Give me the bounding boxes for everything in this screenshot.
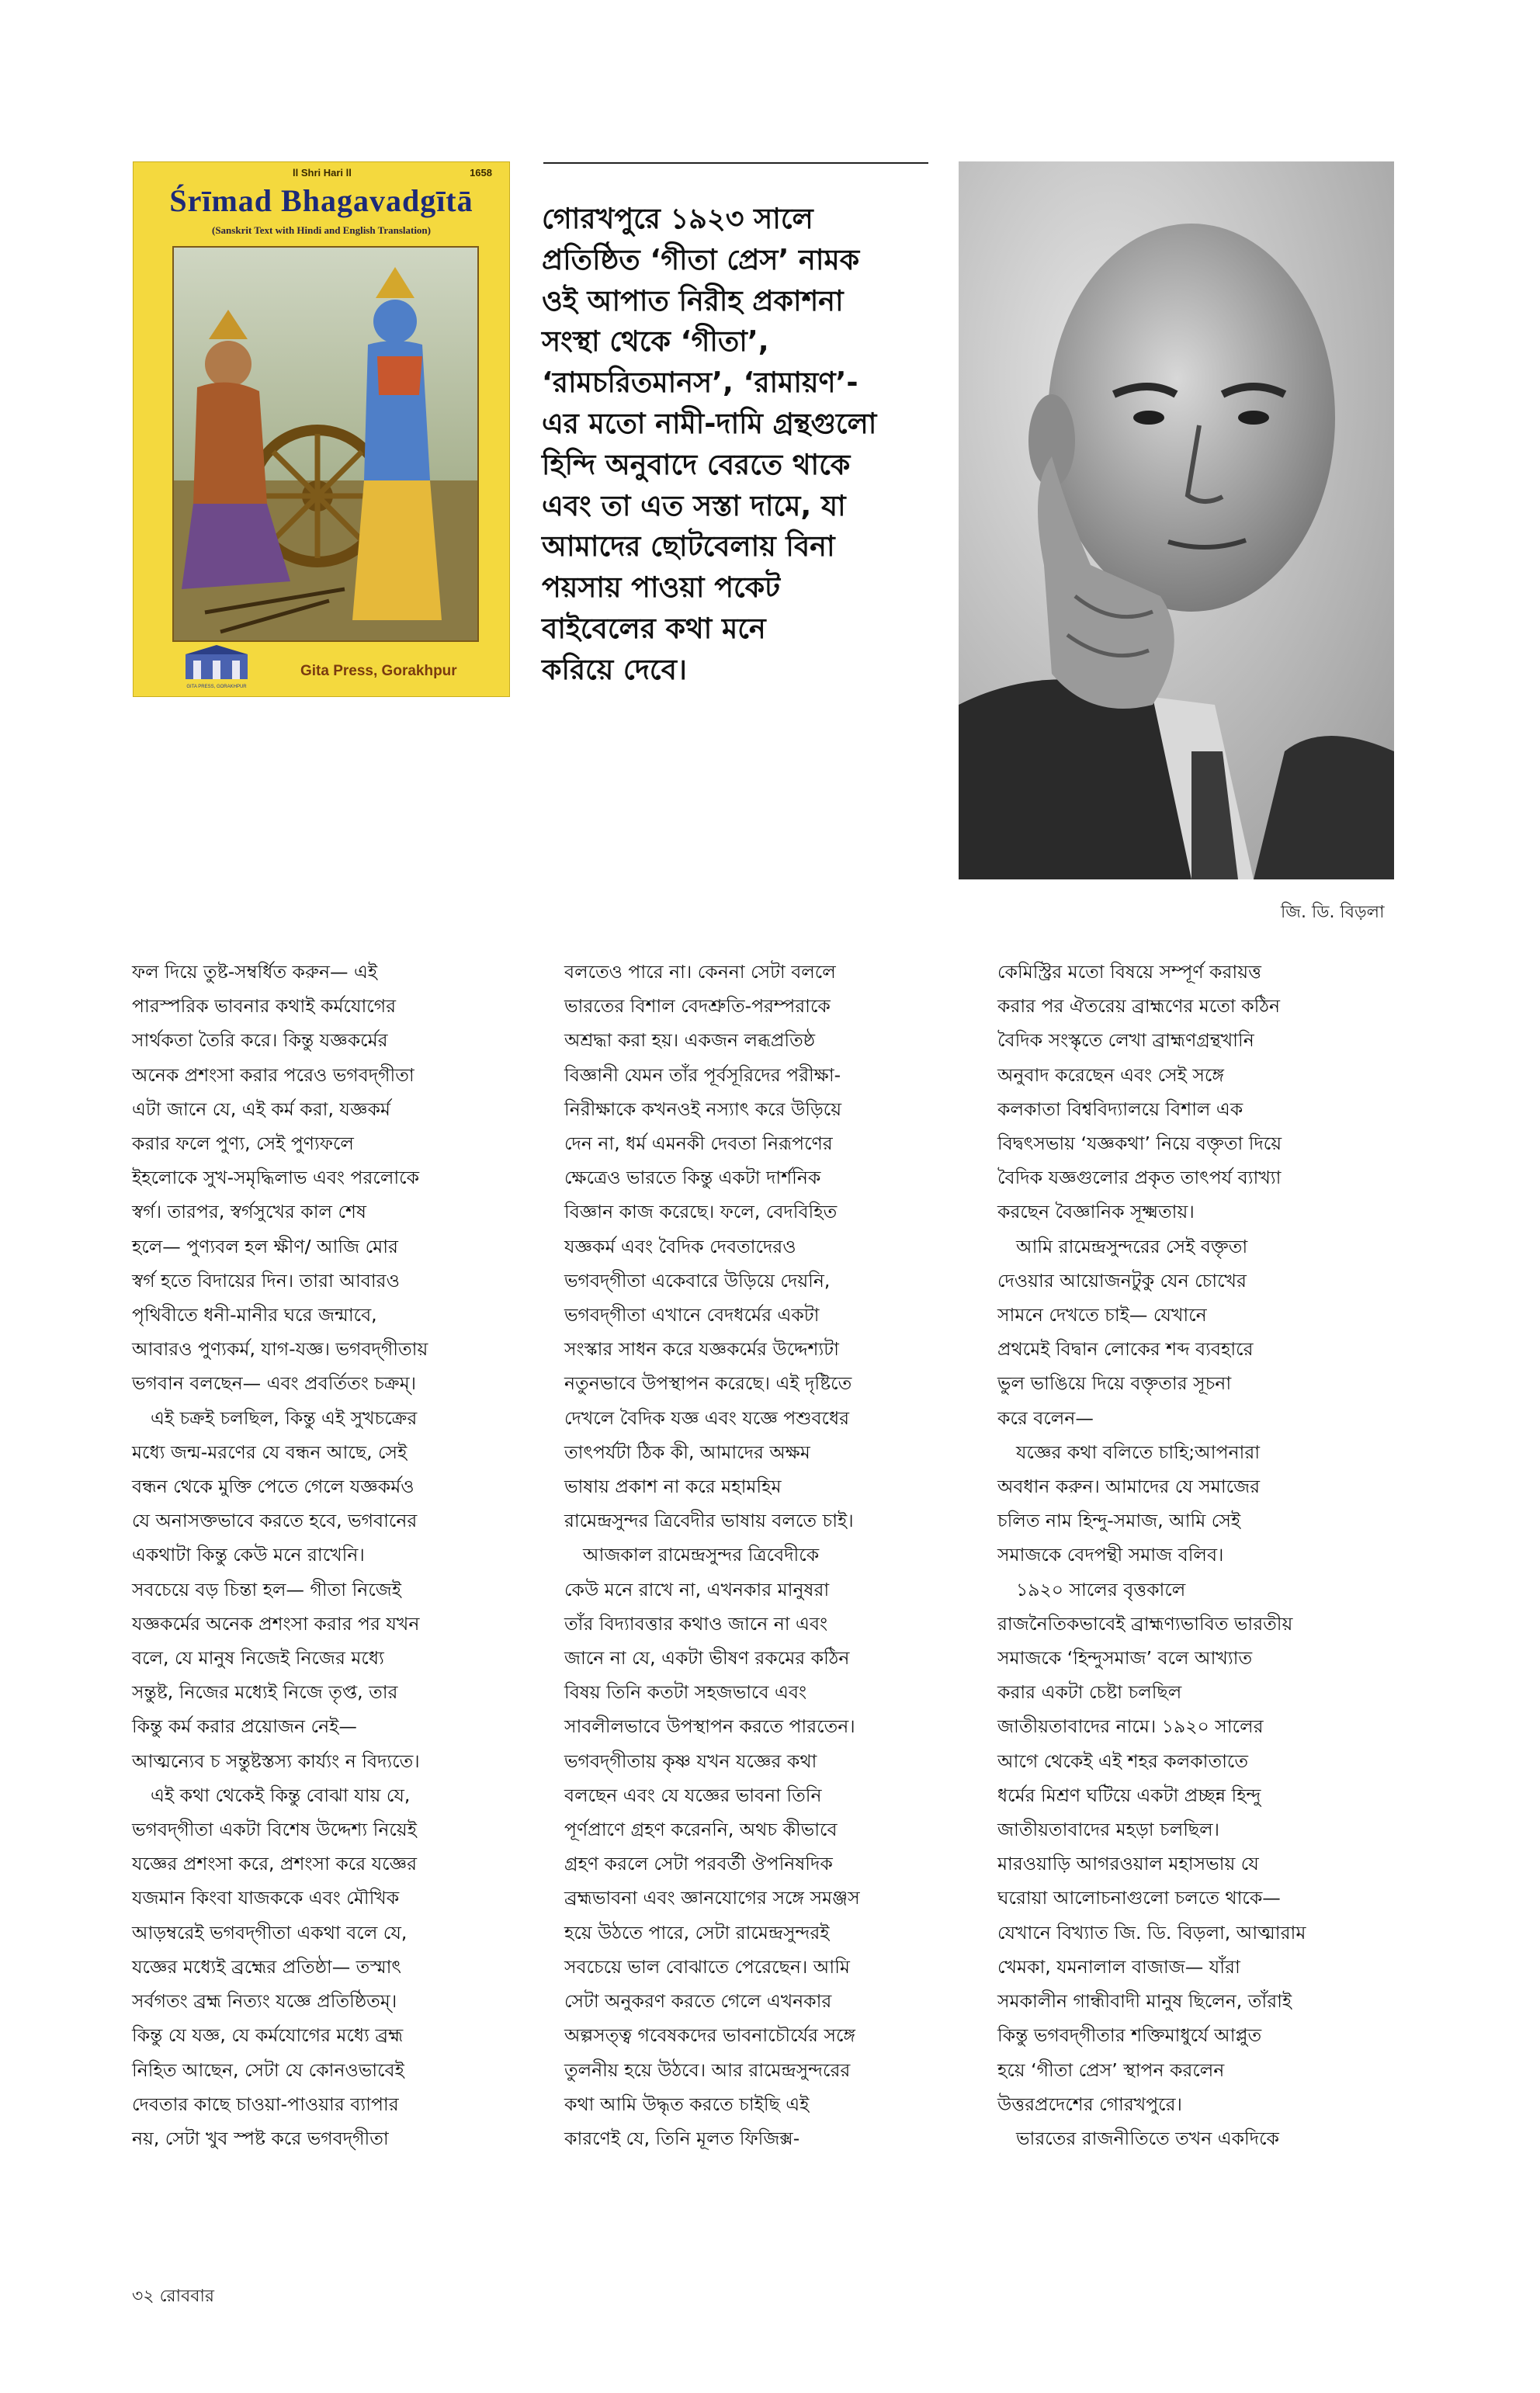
text-line: ভগবান বলছেন— এবং প্রবর্তিতং চক্রম্‌। xyxy=(132,1372,417,1395)
text-line: যজ্ঞকর্মের অনেক প্রশংসা করার পর যখন xyxy=(132,1612,420,1635)
text-line: সমকালীন গান্ধীবাদী মানুষ ছিলেন, তাঁরাই xyxy=(997,1990,1292,2013)
text-line: আবারও পুণ্যকর্ম, যাগ-যজ্ঞ। ভগবদ্‌গীতায় xyxy=(132,1338,428,1361)
pull-quote-line: গোরখপুরে ১৯২৩ সালে xyxy=(542,202,813,235)
text-line: করে বলেন— xyxy=(997,1406,1094,1429)
pull-quote-line: ‘রামচরিতমানস’, ‘রামায়ণ’- xyxy=(542,366,858,400)
text-line: ক্ষেত্রেও ভারতে কিন্তু একটা দার্শনিক xyxy=(564,1167,821,1189)
body-column-2 xyxy=(564,955,952,2155)
text-line: সর্বগতং ব্রহ্ম নিত্যং যজ্ঞে প্রতিষ্ঠিতম্‌। xyxy=(132,1990,397,2013)
text-line: তাৎপর্যটা ঠিক কী, আমাদের অক্ষম xyxy=(564,1441,810,1463)
text-line: কেমিস্ট্রির মতো বিষয়ে সম্পূর্ণ করায়ত্ত xyxy=(997,961,1261,983)
book-cover-image xyxy=(133,161,510,697)
text-line: ভগবদ্‌গীতা একটা বিশেষ উদ্দেশ্য নিয়েই xyxy=(132,1819,417,1841)
cover-header xyxy=(134,167,509,184)
text-line: ভগবদ্‌গীতা এখানে বেদধর্মের একটা xyxy=(564,1304,820,1327)
pull-quote-line: আমাদের ছোটবেলায় বিনা xyxy=(542,529,835,564)
text-line: ইহলোকে সুখ-সমৃদ্ধিলাভ এবং পরলোকে xyxy=(132,1167,420,1189)
text-line: নয়, সেটা খুব স্পষ্ট করে ভগবদ্‌গীতা xyxy=(132,2127,389,2149)
body-column-3 xyxy=(997,955,1401,2155)
pull-quote xyxy=(542,199,945,691)
text-line: খেমকা, যমনালাল বাজাজ— যাঁরা xyxy=(997,1955,1240,1978)
pull-quote-line: হিন্দি অনুবাদে বেরতে থাকে xyxy=(542,447,851,481)
text-line: ব্রহ্মভাবনা এবং জ্ঞানযোগের সঙ্গে সমঞ্জস xyxy=(564,1887,860,1909)
text-line: হলে— পুণ্যবল হল ক্ষীণ/ আজি মোর xyxy=(132,1235,398,1257)
text-line: বলতেও পারে না। কেননা সেটা বললে xyxy=(564,961,836,983)
text-line: সার্থকতা তৈরি করে। কিন্তু যজ্ঞকর্মের xyxy=(132,1029,388,1052)
text-line: বিজ্ঞানী যেমন তাঁর পূর্বসূরিদের পরীক্ষা- xyxy=(564,1063,841,1086)
text-line: জানে না যে, একটা ভীষণ রকমের কঠিন xyxy=(564,1647,850,1670)
text-line: নতুনভাবে উপস্থাপন করেছে। এই দৃষ্টিতে xyxy=(564,1372,852,1395)
text-line: যে অনাসক্তভাবে করতে হবে, ভগবানের xyxy=(132,1510,418,1532)
text-line: বিষয় তিনি কতটা সহজভাবে এবং xyxy=(564,1681,807,1704)
text-line: প্রথমেই বিদ্বান লোকের শব্দ ব্যবহারে xyxy=(997,1338,1254,1361)
text-line: ঘরোয়া আলোচনাগুলো চলতে থাকে— xyxy=(997,1887,1281,1909)
text-line: পৃথিবীতে ধনী-মানীর ঘরে জন্মাবে, xyxy=(132,1304,377,1327)
text-line: জাতীয়তাবাদের নামে। ১৯২০ সালের xyxy=(997,1715,1264,1738)
text-line: দেবতার কাছে চাওয়া-পাওয়ার ব্যাপার xyxy=(132,2093,399,2115)
text-line: করার একটা চেষ্টা চলছিল xyxy=(997,1681,1182,1704)
krishna-arjuna-illustration xyxy=(174,248,477,640)
text-line: যজ্ঞের মধ্যেই ব্রহ্মের প্রতিষ্ঠা— তস্মাৎ xyxy=(132,1955,401,1978)
cover-publisher: Gita Press, Gorakhpur xyxy=(300,663,457,679)
text-line: ফল দিয়ে তুষ্ট-সম্বর্ধিত করুন— এই xyxy=(132,961,378,983)
text-line: ভুল ভাঙিয়ে দিয়ে বক্তৃতার সূচনা xyxy=(997,1372,1232,1395)
text-line: রাজনৈতিকভাবেই ব্রাহ্মণ্যভাবিত ভারতীয় xyxy=(997,1612,1293,1635)
text-line: আড়ম্বরেই ভগবদ্‌গীতা একথা বলে যে, xyxy=(132,1921,408,1944)
pull-quote-line: এবং তা এত সস্তা দামে, যা xyxy=(542,488,846,522)
pull-quote-line: এর মতো নামী-দামি গ্রন্থগুলো xyxy=(542,406,877,440)
text-line: কথা আমি উদ্ধৃত করতে চাইছি এই xyxy=(564,2093,810,2115)
text-line: পূর্ণপ্রাণে গ্রহণ করেননি, অথচ কীভাবে xyxy=(564,1819,838,1841)
text-line: দেওয়ার আয়োজনটুকু যেন চোখের xyxy=(997,1269,1247,1292)
text-line: অশ্রদ্ধা করা হয়। একজন লব্ধপ্রতিষ্ঠ xyxy=(564,1029,816,1052)
text-line: ধর্মের মিশ্রণ ঘটিয়ে একটা প্রচ্ছন্ন হিন্দু xyxy=(997,1784,1261,1806)
text-line: পারস্পরিক ভাবনার কথাই কর্মযোগের xyxy=(132,995,397,1018)
text-line: সেটা অনুকরণ করতে গেলে এখনকার xyxy=(564,1990,832,2013)
gita-press-logo-icon xyxy=(174,643,259,690)
text-line: আত্মন্যেব চ সন্তুষ্টস্তস্য কার্য্যং ন বিদ্যতে। xyxy=(132,1750,420,1772)
text-line: দেখলে বৈদিক যজ্ঞ এবং যজ্ঞে পশুবধের xyxy=(564,1406,850,1429)
text-line: যজ্ঞের প্রশংসা করে, প্রশংসা করে যজ্ঞের xyxy=(132,1853,418,1875)
cover-illustration xyxy=(172,246,479,642)
text-line: সমাজকে ‘হিন্দুসমাজ’ বলে আখ্যাত xyxy=(997,1647,1253,1670)
pull-quote-line: প্রতিষ্ঠিত ‘গীতা প্রেস’ নামক xyxy=(542,242,860,276)
quoted-speech-line: সমাজকে বেদপন্থী সমাজ বলিব। xyxy=(997,1544,1224,1566)
text-line: কলকাতা বিশ্ববিদ্যালয়ে বিশাল এক xyxy=(997,1098,1243,1120)
paragraph-start-line: ১৯২০ সালের বৃত্তকালে xyxy=(1016,1578,1186,1601)
text-line: ভারতের বিশাল বেদশ্রুতি-পরম্পরাকে xyxy=(564,995,831,1018)
paragraph-start-line: আমি রামেন্দ্রসুন্দরের সেই বক্তৃতা xyxy=(1016,1235,1248,1257)
page-folio: ৩২ রোববার xyxy=(132,2287,214,2306)
text-line: নিরীক্ষাকে কখনওই নস্যাৎ করে উড়িয়ে xyxy=(564,1098,842,1120)
text-line: ভগবদ্‌গীতায় কৃষ্ণ যখন যজ্ঞের কথা xyxy=(564,1750,817,1772)
text-line: একথাটা কিন্তু কেউ মনে রাখেনি। xyxy=(132,1544,365,1566)
text-line: এটা জানে যে, এই কর্ম করা, যজ্ঞকর্ম xyxy=(132,1098,390,1120)
text-line: যজ্ঞকর্ম এবং বৈদিক দেবতাদেরও xyxy=(564,1235,796,1257)
text-line: বৈদিক যজ্ঞগুলোর প্রকৃত তাৎপর্য ব্যাখ্যা xyxy=(997,1167,1282,1189)
text-line: সবচেয়ে ভাল বোঝাতে পেরেছেন। আমি xyxy=(564,1955,850,1978)
text-line: বলছেন এবং যে যজ্ঞের ভাবনা তিনি xyxy=(564,1784,822,1806)
text-line: সন্তুষ্ট, নিজের মধ্যেই নিজে তৃপ্ত, তার xyxy=(132,1681,398,1704)
cover-catalog-number: 1658 xyxy=(470,167,492,179)
text-line: মারওয়াড়ি আগরওয়াল মহাসভায় যে xyxy=(997,1853,1259,1875)
text-line: উত্তরপ্রদেশের গোরখপুরে। xyxy=(997,2093,1182,2115)
text-line: গ্রহণ করলে সেটা পরবর্তী ঔপনিষদিক xyxy=(564,1853,833,1875)
text-line: যেখানে বিখ্যাত জি. ডি. বিড়লা, আত্মারাম xyxy=(997,1921,1306,1944)
text-line: সবচেয়ে বড় চিন্তা হল— গীতা নিজেই xyxy=(132,1578,402,1601)
text-line: অনেক প্রশংসা করার পরেও ভগবদ্‌গীতা xyxy=(132,1063,414,1086)
pull-quote-line: সংস্থা থেকে ‘গীতা’, xyxy=(542,324,769,359)
text-line: রামেন্দ্রসুন্দর ত্রিবেদীর ভাষায় বলতে চাই। xyxy=(564,1510,854,1532)
text-line: স্বর্গ হতে বিদায়ের দিন। তারা আবারও xyxy=(132,1269,400,1292)
text-line: মধ্যে জন্ম-মরণের যে বন্ধন আছে, সেই xyxy=(132,1441,408,1463)
cover-title: Śrīmad Bhagavadgītā xyxy=(169,183,473,218)
cover-subtitle: (Sanskrit Text with Hindi and English Translation) xyxy=(211,224,431,236)
text-line: করছেন বৈজ্ঞানিক সূক্ষ্মতায়। xyxy=(997,1201,1195,1223)
text-line: বিজ্ঞান কাজ করেছে। ফলে, বেদবিহিত xyxy=(564,1201,838,1223)
text-line: নিহিত আছেন, সেটা যে কোনওভাবেই xyxy=(132,2058,404,2081)
text-line: ভগবদ্‌গীতা একেবারে উড়িয়ে দেয়নি, xyxy=(564,1269,831,1292)
text-line: দেন না, ধর্ম এমনকী দেবতা নিরূপণের xyxy=(564,1132,833,1155)
body-column-1 xyxy=(132,955,516,2155)
text-line: বিদ্বৎসভায় ‘যজ্ঞকথা’ নিয়ে বক্তৃতা দিয়ে xyxy=(997,1132,1282,1155)
text-line: অনুবাদ করেছেন এবং সেই সঙ্গে xyxy=(997,1063,1224,1086)
text-line: জাতীয়তাবাদের মহড়া চলছিল। xyxy=(997,1819,1220,1841)
text-line: হয়ে ‘গীতা প্রেস’ স্থাপন করলেন xyxy=(997,2058,1225,2081)
paragraph-start-line: আজকাল রামেন্দ্রসুন্দর ত্রিবেদীকে xyxy=(583,1544,820,1566)
text-line: কারণেই যে, তিনি মূলত ফিজিক্স- xyxy=(564,2127,800,2149)
text-line: সামনে দেখতে চাই— যেখানে xyxy=(997,1304,1207,1327)
paragraph-start-line: এই চক্রই চলছিল, কিন্তু এই সুখচক্রের xyxy=(151,1406,418,1429)
logo-text: GITA PRESS, GORAKHPUR xyxy=(186,685,247,689)
text-line: স্বর্গ। তারপর, স্বর্গসুখের কাল শেষ xyxy=(132,1201,366,1223)
portrait-photo xyxy=(959,161,1394,879)
text-line: কিন্তু ভগবদ্‌গীতার শক্তিমাধুর্যে আপ্লুত xyxy=(997,2024,1262,2047)
text-line: আগে থেকেই এই শহর কলকাতাতে xyxy=(997,1750,1249,1772)
text-line: অল্পসত্ত্ব গবেষকদের ভাবনাচৌর্যের সঙ্গে xyxy=(564,2024,856,2047)
text-line: সাবলীলভাবে উপস্থাপন করতে পারতেন। xyxy=(564,1715,855,1738)
text-line: বন্ধন থেকে মুক্তি পেতে গেলে যজ্ঞকর্মও xyxy=(132,1476,414,1498)
pull-quote-line: ওই আপাত নিরীহ প্রকাশনা xyxy=(542,283,844,317)
text-line: কেউ মনে রাখে না, এখনকার মানুষরা xyxy=(564,1578,830,1601)
paragraph-start-line: এই কথা থেকেই কিন্তু বোঝা যায় যে, xyxy=(151,1784,411,1806)
portrait-illustration xyxy=(959,161,1394,879)
text-line: তুলনীয় হয়ে উঠবে। আর রামেন্দ্রসুন্দরের xyxy=(564,2058,851,2081)
text-line: কিন্তু যে যজ্ঞ, যে কর্মযোগের মধ্যে ব্রহ্ম xyxy=(132,2024,404,2047)
text-line: বৈদিক সংস্কৃতে লেখা ব্রাহ্মণগ্রন্থখানি xyxy=(997,1029,1254,1052)
text-line: যজমান কিংবা যাজককে এবং মৌখিক xyxy=(132,1887,400,1909)
quoted-speech-line: যজ্ঞের কথা বলিতে চাহি;আপনারা xyxy=(1016,1441,1261,1463)
pull-quote-line: বাইবেলের কথা মনে xyxy=(542,611,766,645)
quoted-speech-line: অবধান করুন। আমাদের যে সমাজের xyxy=(997,1476,1261,1498)
paragraph-start-line: ভারতের রাজনীতিতে তখন একদিকে xyxy=(1016,2127,1279,2149)
text-line: করার পর ঐতরেয় ব্রাহ্মণের মতো কঠিন xyxy=(997,995,1280,1018)
text-line: বলে, যে মানুষ নিজেই নিজের মধ্যে xyxy=(132,1647,384,1670)
text-line: কিন্তু কর্ম করার প্রয়োজন নেই— xyxy=(132,1715,357,1738)
text-line: করার ফলে পুণ্য, সেই পুণ্যফলে xyxy=(132,1132,354,1155)
photo-caption: জি. ডি. বিড়লা xyxy=(1281,903,1385,922)
pull-quote-line: পয়সায় পাওয়া পকেট xyxy=(542,571,781,605)
text-line: ভাষায় প্রকাশ না করে মহামহিম xyxy=(564,1476,782,1498)
cover-header-left: ll Shri Hari ll xyxy=(293,167,352,179)
text-line: তাঁর বিদ্যাবত্তার কথাও জানে না এবং xyxy=(564,1612,828,1635)
text-line: সংস্কার সাধন করে যজ্ঞকর্মের উদ্দেশ্যটা xyxy=(564,1338,839,1361)
text-line: হয়ে উঠতে পারে, সেটা রামেন্দ্রসুন্দরই xyxy=(564,1921,830,1944)
pull-quote-line: করিয়ে দেবে। xyxy=(542,652,687,686)
quoted-speech-line: চলিত নাম হিন্দু-সমাজ, আমি সেই xyxy=(997,1510,1241,1532)
pull-quote-rule xyxy=(543,162,928,164)
